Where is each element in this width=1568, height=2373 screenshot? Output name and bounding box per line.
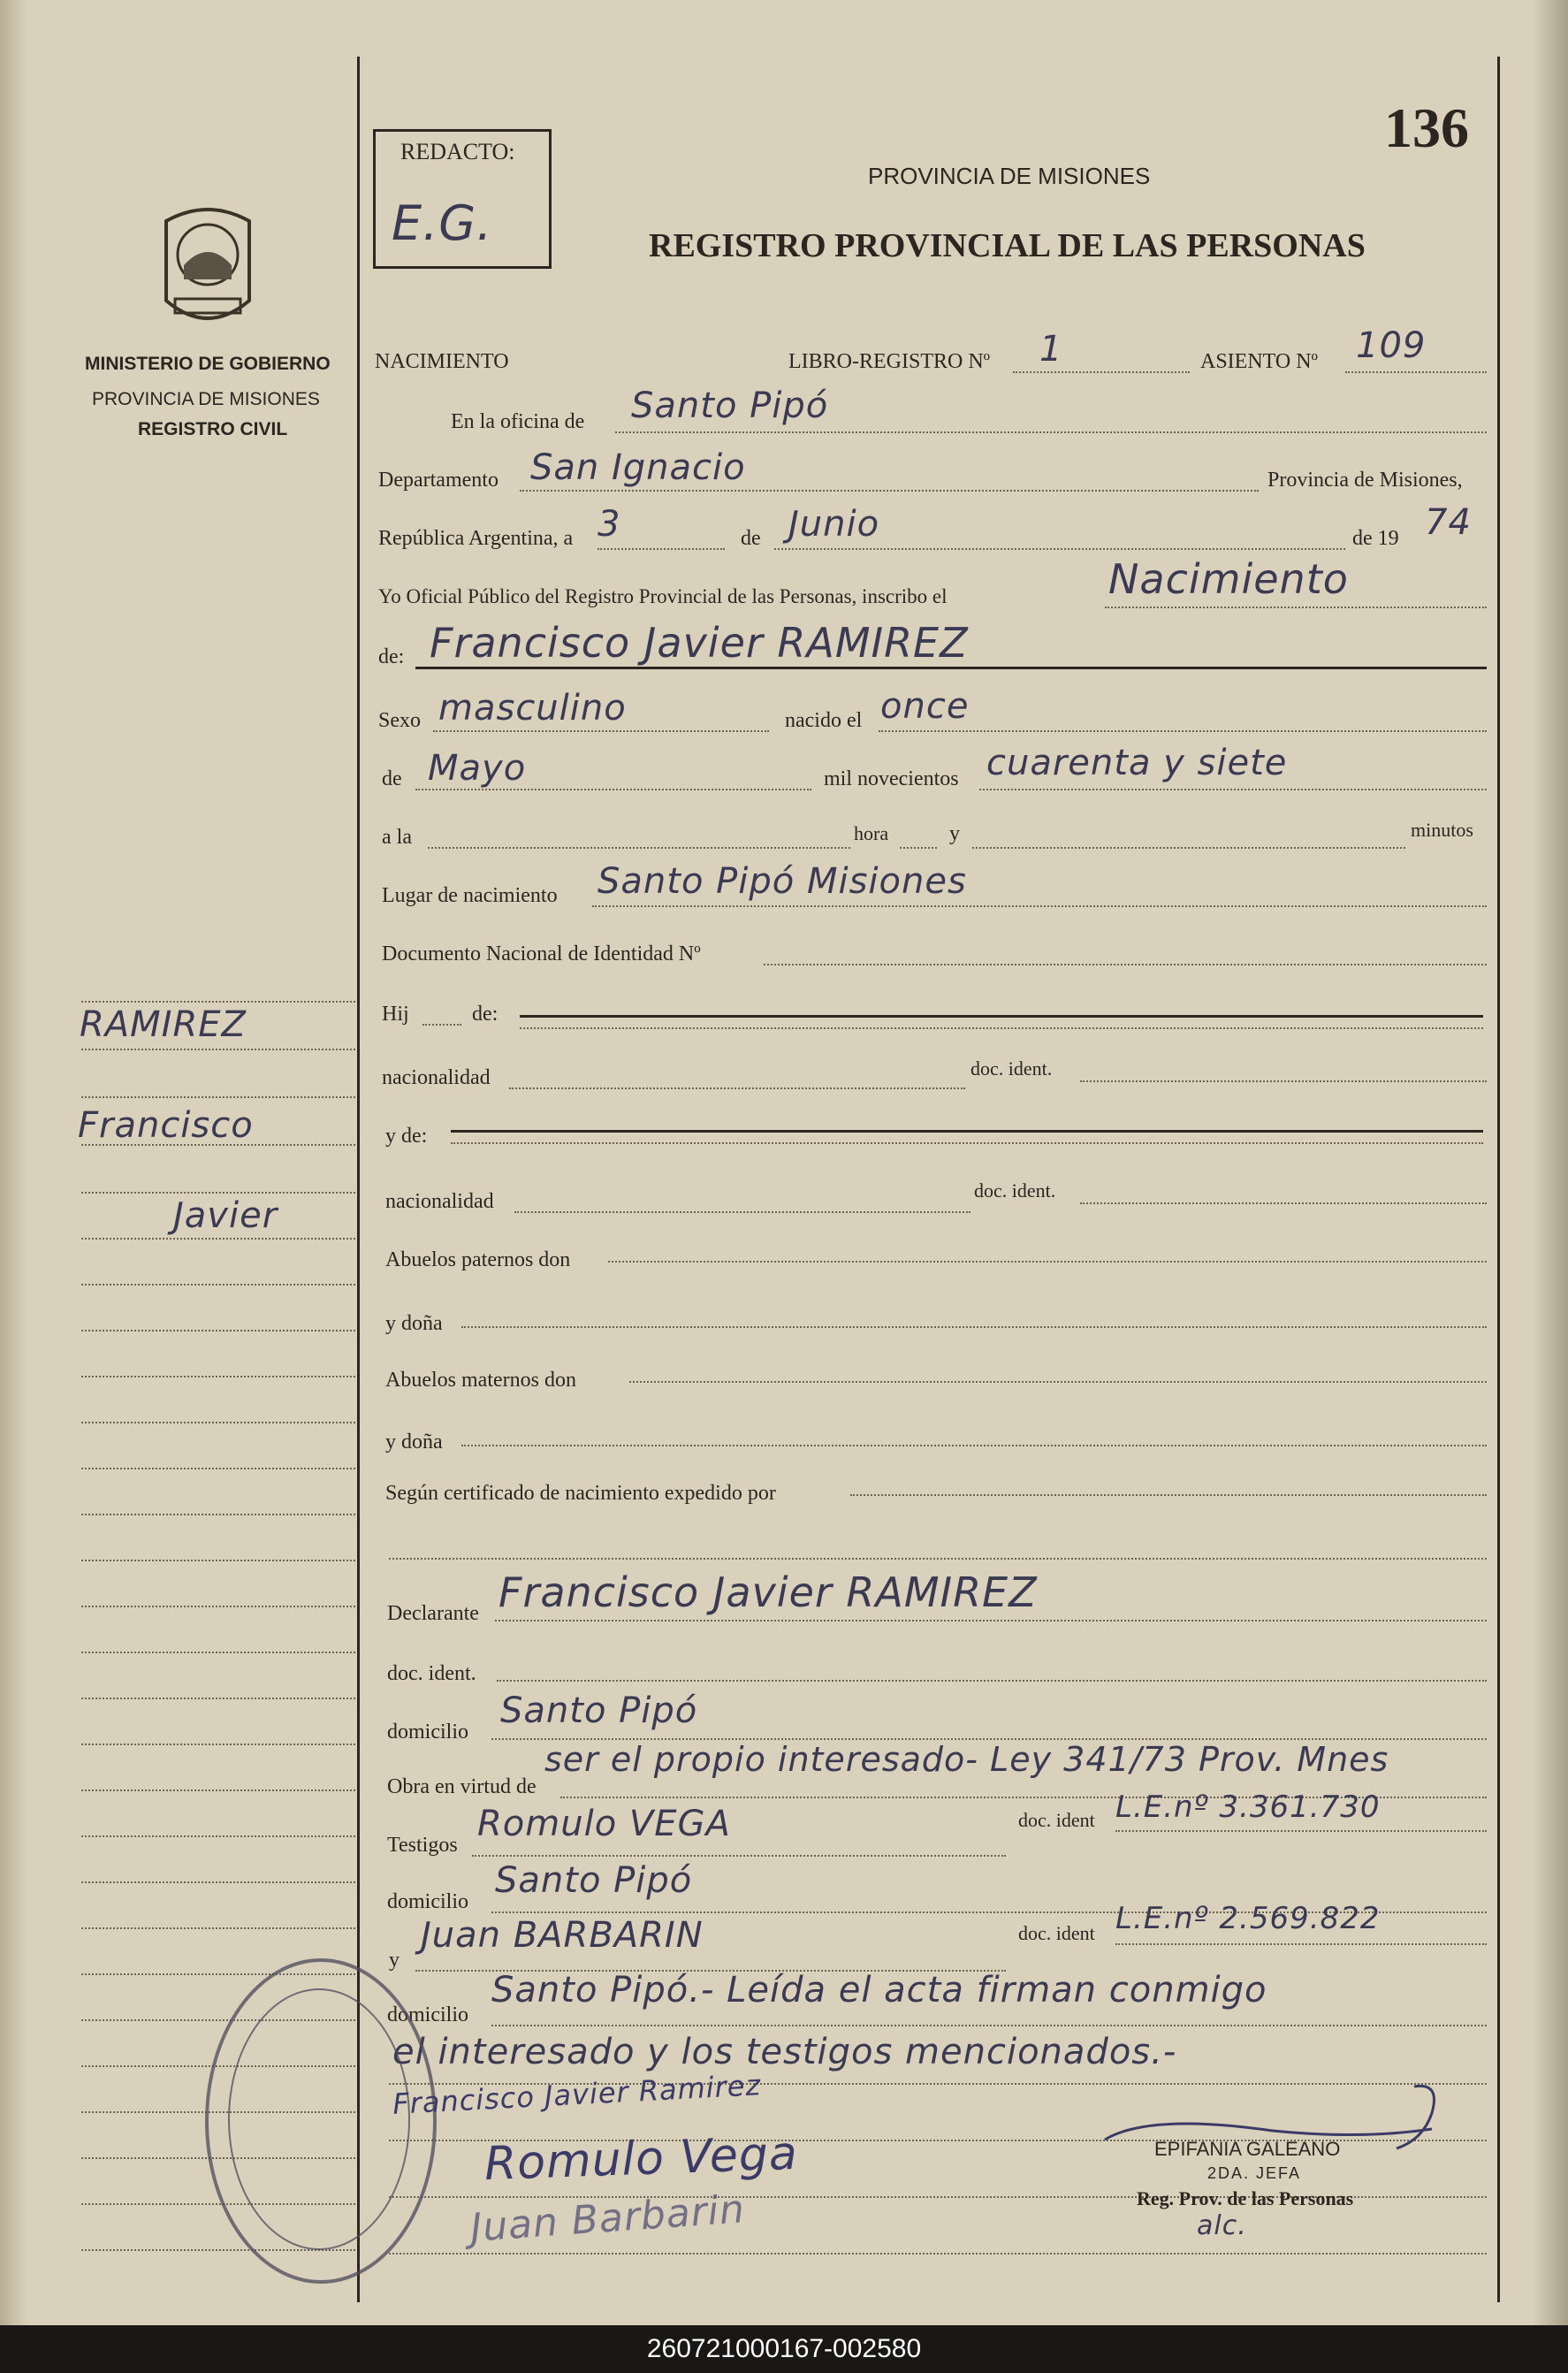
oficial-text: Yo Oficial Público del Registro Provincial de las Personas, inscribo el — [378, 585, 948, 607]
abuelos-paternos-label: Abuelos paternos don — [385, 1248, 571, 1271]
sexo-label: Sexo — [378, 709, 421, 732]
official-name: EPIFANIA GALEANO — [1154, 2138, 1341, 2160]
republica-label: República Argentina, a — [378, 527, 574, 550]
oficina-label: En la oficina de — [451, 410, 585, 433]
margin-first-name: Francisco — [78, 1105, 254, 1146]
redacto-box — [373, 129, 552, 269]
nacimiento-label: NACIMIENTO — [375, 350, 509, 373]
departamento-label: Departamento — [378, 469, 499, 492]
official-office: Reg. Prov. de las Personas — [1137, 2187, 1354, 2209]
testigo1-doc: L.E.nº 3.361.730 — [1115, 1789, 1381, 1825]
left-header-line3: REGISTRO CIVIL — [138, 419, 288, 439]
testigo2-doc: L.E.nº 2.569.822 — [1115, 1901, 1381, 1936]
testigo2-value: Juan BARBARIN — [421, 1915, 704, 1956]
domicilio2-label: domicilio — [387, 1890, 468, 1913]
dia-value: 3 — [598, 504, 621, 545]
inscribo-value: Nacimiento — [1108, 555, 1349, 603]
departamento-value: San Ignacio — [530, 447, 746, 488]
hij-label: Hij — [382, 1003, 409, 1026]
mes-nac-value: Mayo — [428, 748, 527, 789]
official-stamp — [205, 1958, 437, 2284]
doc-ident1-label: doc. ident. — [970, 1057, 1053, 1080]
page-number: 136 — [1384, 96, 1469, 159]
y-de-label: y de: — [385, 1125, 428, 1148]
y-dona2-label: y doña — [385, 1431, 443, 1454]
redacto-label: REDACTO: — [400, 139, 515, 164]
left-header-line2: PROVINCIA DE MISIONES — [92, 389, 320, 409]
redacto-value: E.G. — [392, 195, 493, 251]
de-colon-label: de: — [378, 645, 405, 668]
de-label: de — [741, 527, 761, 550]
frame-line-left — [357, 57, 360, 2302]
domicilio3-label: domicilio — [387, 2003, 468, 2026]
domicilio1-value: Santo Pipó — [500, 1690, 698, 1731]
asiento-label: ASIENTO Nº — [1200, 350, 1318, 373]
mes-value: Junio — [788, 504, 880, 545]
doc-ident-declarante-label: doc. ident. — [387, 1662, 476, 1685]
nacido-label: nacido el — [785, 709, 863, 732]
a-la-label: a la — [382, 826, 412, 849]
obra-value: ser el propio interesado- Ley 341/73 Prov. Mnes — [544, 1740, 1389, 1779]
provincia-suffix: Provincia de Misiones, — [1267, 469, 1463, 492]
nombre-value: Francisco Javier RAMIREZ — [430, 619, 969, 667]
signature-declarante: Francisco Javier Ramirez — [392, 2068, 763, 2121]
certificado-label: Según certificado de nacimiento expedido por — [385, 1482, 776, 1505]
doc-ident3-label: doc. ident — [1018, 1809, 1095, 1831]
y-dona1-label: y doña — [385, 1312, 443, 1335]
hora-label: hora — [854, 822, 889, 844]
signature-testigo1: Romulo Vega — [483, 2126, 799, 2192]
lugar-label: Lugar de nacimiento — [382, 884, 558, 907]
nacionalidad2-label: nacionalidad — [385, 1190, 494, 1213]
domicilio1-label: domicilio — [387, 1721, 468, 1744]
nacionalidad1-label: nacionalidad — [382, 1066, 491, 1089]
signature-testigo2: Juan Barbarin — [468, 2186, 747, 2251]
documento-label: Documento Nacional de Identidad Nº — [382, 942, 701, 965]
minutos-label: minutos — [1411, 819, 1473, 841]
anio-value: 74 — [1425, 502, 1472, 543]
doc-ident2-label: doc. ident. — [974, 1179, 1056, 1202]
province-seal-icon — [148, 203, 267, 332]
nacido-value: once — [880, 686, 970, 727]
cierre-value: el interesado y los testigos mencionados.- — [392, 2032, 1177, 2072]
y2-label: y — [389, 1949, 400, 1972]
abuelos-maternos-label: Abuelos maternos don — [385, 1369, 576, 1392]
anio-prefix: de 19 — [1352, 527, 1399, 550]
sexo-value: masculino — [438, 688, 627, 729]
frame-line-right — [1497, 57, 1500, 2302]
official-signature-mark — [1096, 2078, 1467, 2166]
libro-value: 1 — [1039, 329, 1063, 370]
mil-label: mil novecientos — [824, 767, 959, 790]
lugar-value: Santo Pipó Misiones — [598, 861, 967, 902]
asiento-value: 109 — [1356, 325, 1427, 366]
official-role: 2DA. JEFA — [1207, 2164, 1302, 2182]
left-header-line1: MINISTERIO DE GOBIERNO — [85, 354, 331, 374]
y-label: y — [949, 822, 960, 845]
official-initials: alc. — [1197, 2210, 1247, 2241]
footer-id: 260721000167-002580 — [0, 2325, 1568, 2373]
doc-ident4-label: doc. ident — [1018, 1922, 1095, 1944]
margin-middle-name: Javier — [173, 1195, 278, 1236]
declarante-value: Francisco Javier RAMIREZ — [499, 1568, 1038, 1616]
libro-label: LIBRO-REGISTRO Nº — [788, 350, 991, 373]
de2-label: de — [382, 767, 402, 790]
testigos-label: Testigos — [387, 1834, 458, 1857]
domicilio2-value: Santo Pipó — [495, 1860, 693, 1901]
domicilio3-value: Santo Pipó.- Leída el acta firman conmigo — [491, 1970, 1267, 2011]
testigo1-value: Romulo VEGA — [477, 1804, 731, 1844]
declarante-label: Declarante — [387, 1602, 479, 1625]
obra-label: Obra en virtud de — [387, 1775, 537, 1798]
de3-label: de: — [472, 1003, 499, 1026]
margin-surname: RAMIREZ — [80, 1004, 247, 1045]
header-province: PROVINCIA DE MISIONES — [868, 163, 1151, 189]
anio-nac-value: cuarenta y siete — [986, 743, 1288, 783]
oficina-value: Santo Pipó — [631, 385, 829, 426]
header-title: REGISTRO PROVINCIAL DE LAS PERSONAS — [649, 227, 1366, 264]
